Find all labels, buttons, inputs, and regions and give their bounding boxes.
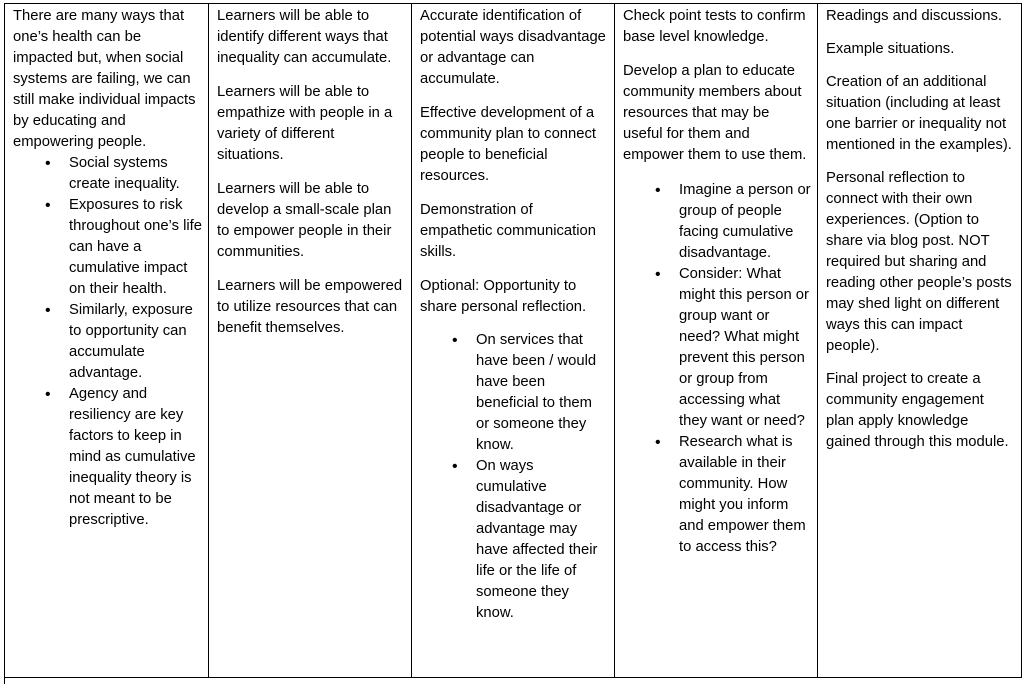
activity-paragraph: Readings and discussions. bbox=[826, 8, 1003, 24]
cell-assessment-criteria bbox=[412, 4, 615, 678]
outcome-paragraph: Learners will be able to identify different ways that inequality can accumulate. bbox=[217, 8, 392, 66]
criteria-paragraph: Demonstration of empathetic communication skills. bbox=[420, 202, 597, 260]
criteria-bullet-list bbox=[420, 330, 608, 624]
assessment-paragraph: Develop a plan to educate community members about resources that may be useful for them and empower them to use them. bbox=[623, 63, 807, 163]
curriculum-table bbox=[4, 3, 1022, 678]
table-continuation-border bbox=[4, 678, 1023, 684]
outcome-paragraph: Learners will be empowered to utilize resources that can benefit themselves. bbox=[217, 278, 403, 336]
overview-bullet-list bbox=[13, 153, 202, 531]
criteria-paragraph: Optional: Opportunity to share personal reflection. bbox=[420, 278, 587, 315]
criteria-paragraph: Accurate identification of potential ways disadvantage or advantage can accumulate. bbox=[420, 8, 606, 87]
activity-paragraph: Personal reflection to connect with their own experiences. (Option to share via blog post. NOT required but sharing and reading other people’s posts may shed light on different ways this can impact people). bbox=[826, 170, 1012, 354]
outcome-paragraph: Learners will be able to develop a small-scale plan to empower people in their communities. bbox=[217, 181, 392, 260]
list-item: • Research what is available in their community. How might you inform and empower them to access this? bbox=[679, 432, 811, 558]
list-item: • Similarly, exposure to opportunity can accumulate advantage. bbox=[69, 300, 202, 384]
cell-activities bbox=[818, 4, 1022, 678]
table-row bbox=[5, 4, 1022, 678]
cell-assessments bbox=[615, 4, 818, 678]
cell-learning-outcomes bbox=[209, 4, 412, 678]
criteria-paragraph: Effective development of a community plan to connect people to beneficial resources. bbox=[420, 105, 597, 184]
outcome-paragraph: Learners will be able to empathize with people in a variety of different situations. bbox=[217, 84, 393, 163]
list-item: • On services that have been / would have been beneficial to them or someone they know. bbox=[476, 330, 608, 456]
list-item: • Imagine a person or group of people facing cumulative disadvantage. bbox=[679, 180, 811, 264]
activity-paragraph: Final project to create a community engagement plan apply knowledge gained through this module. bbox=[826, 371, 1009, 450]
list-item: • Agency and resiliency are key factors to keep in mind as cumulative inequality theory is not meant to be prescriptive. bbox=[69, 384, 202, 531]
list-item: • Consider: What might this person or group want or need? What might prevent this person or group from accessing what they want or need? bbox=[679, 264, 811, 432]
activity-paragraph: Example situations. bbox=[826, 41, 955, 57]
overview-intro: There are many ways that one’s health can be impacted but, when social systems are failing, we can still make individual impacts by educating and empowering people. bbox=[13, 8, 196, 150]
list-item: • On ways cumulative disadvantage or advantage may have affected their life or the life of someone they know. bbox=[476, 456, 608, 624]
list-item: • Social systems create inequality. bbox=[69, 153, 202, 195]
activity-paragraph: Creation of an additional situation (including at least one barrier or inequality not mentioned in the examples). bbox=[826, 74, 1012, 153]
list-item: • Exposures to risk throughout one’s life can have a cumulative impact on their health. bbox=[69, 195, 202, 300]
assessment-paragraph: Check point tests to confirm base level knowledge. bbox=[623, 8, 806, 45]
assessment-bullet-list bbox=[623, 180, 811, 558]
cell-overview bbox=[5, 4, 209, 678]
